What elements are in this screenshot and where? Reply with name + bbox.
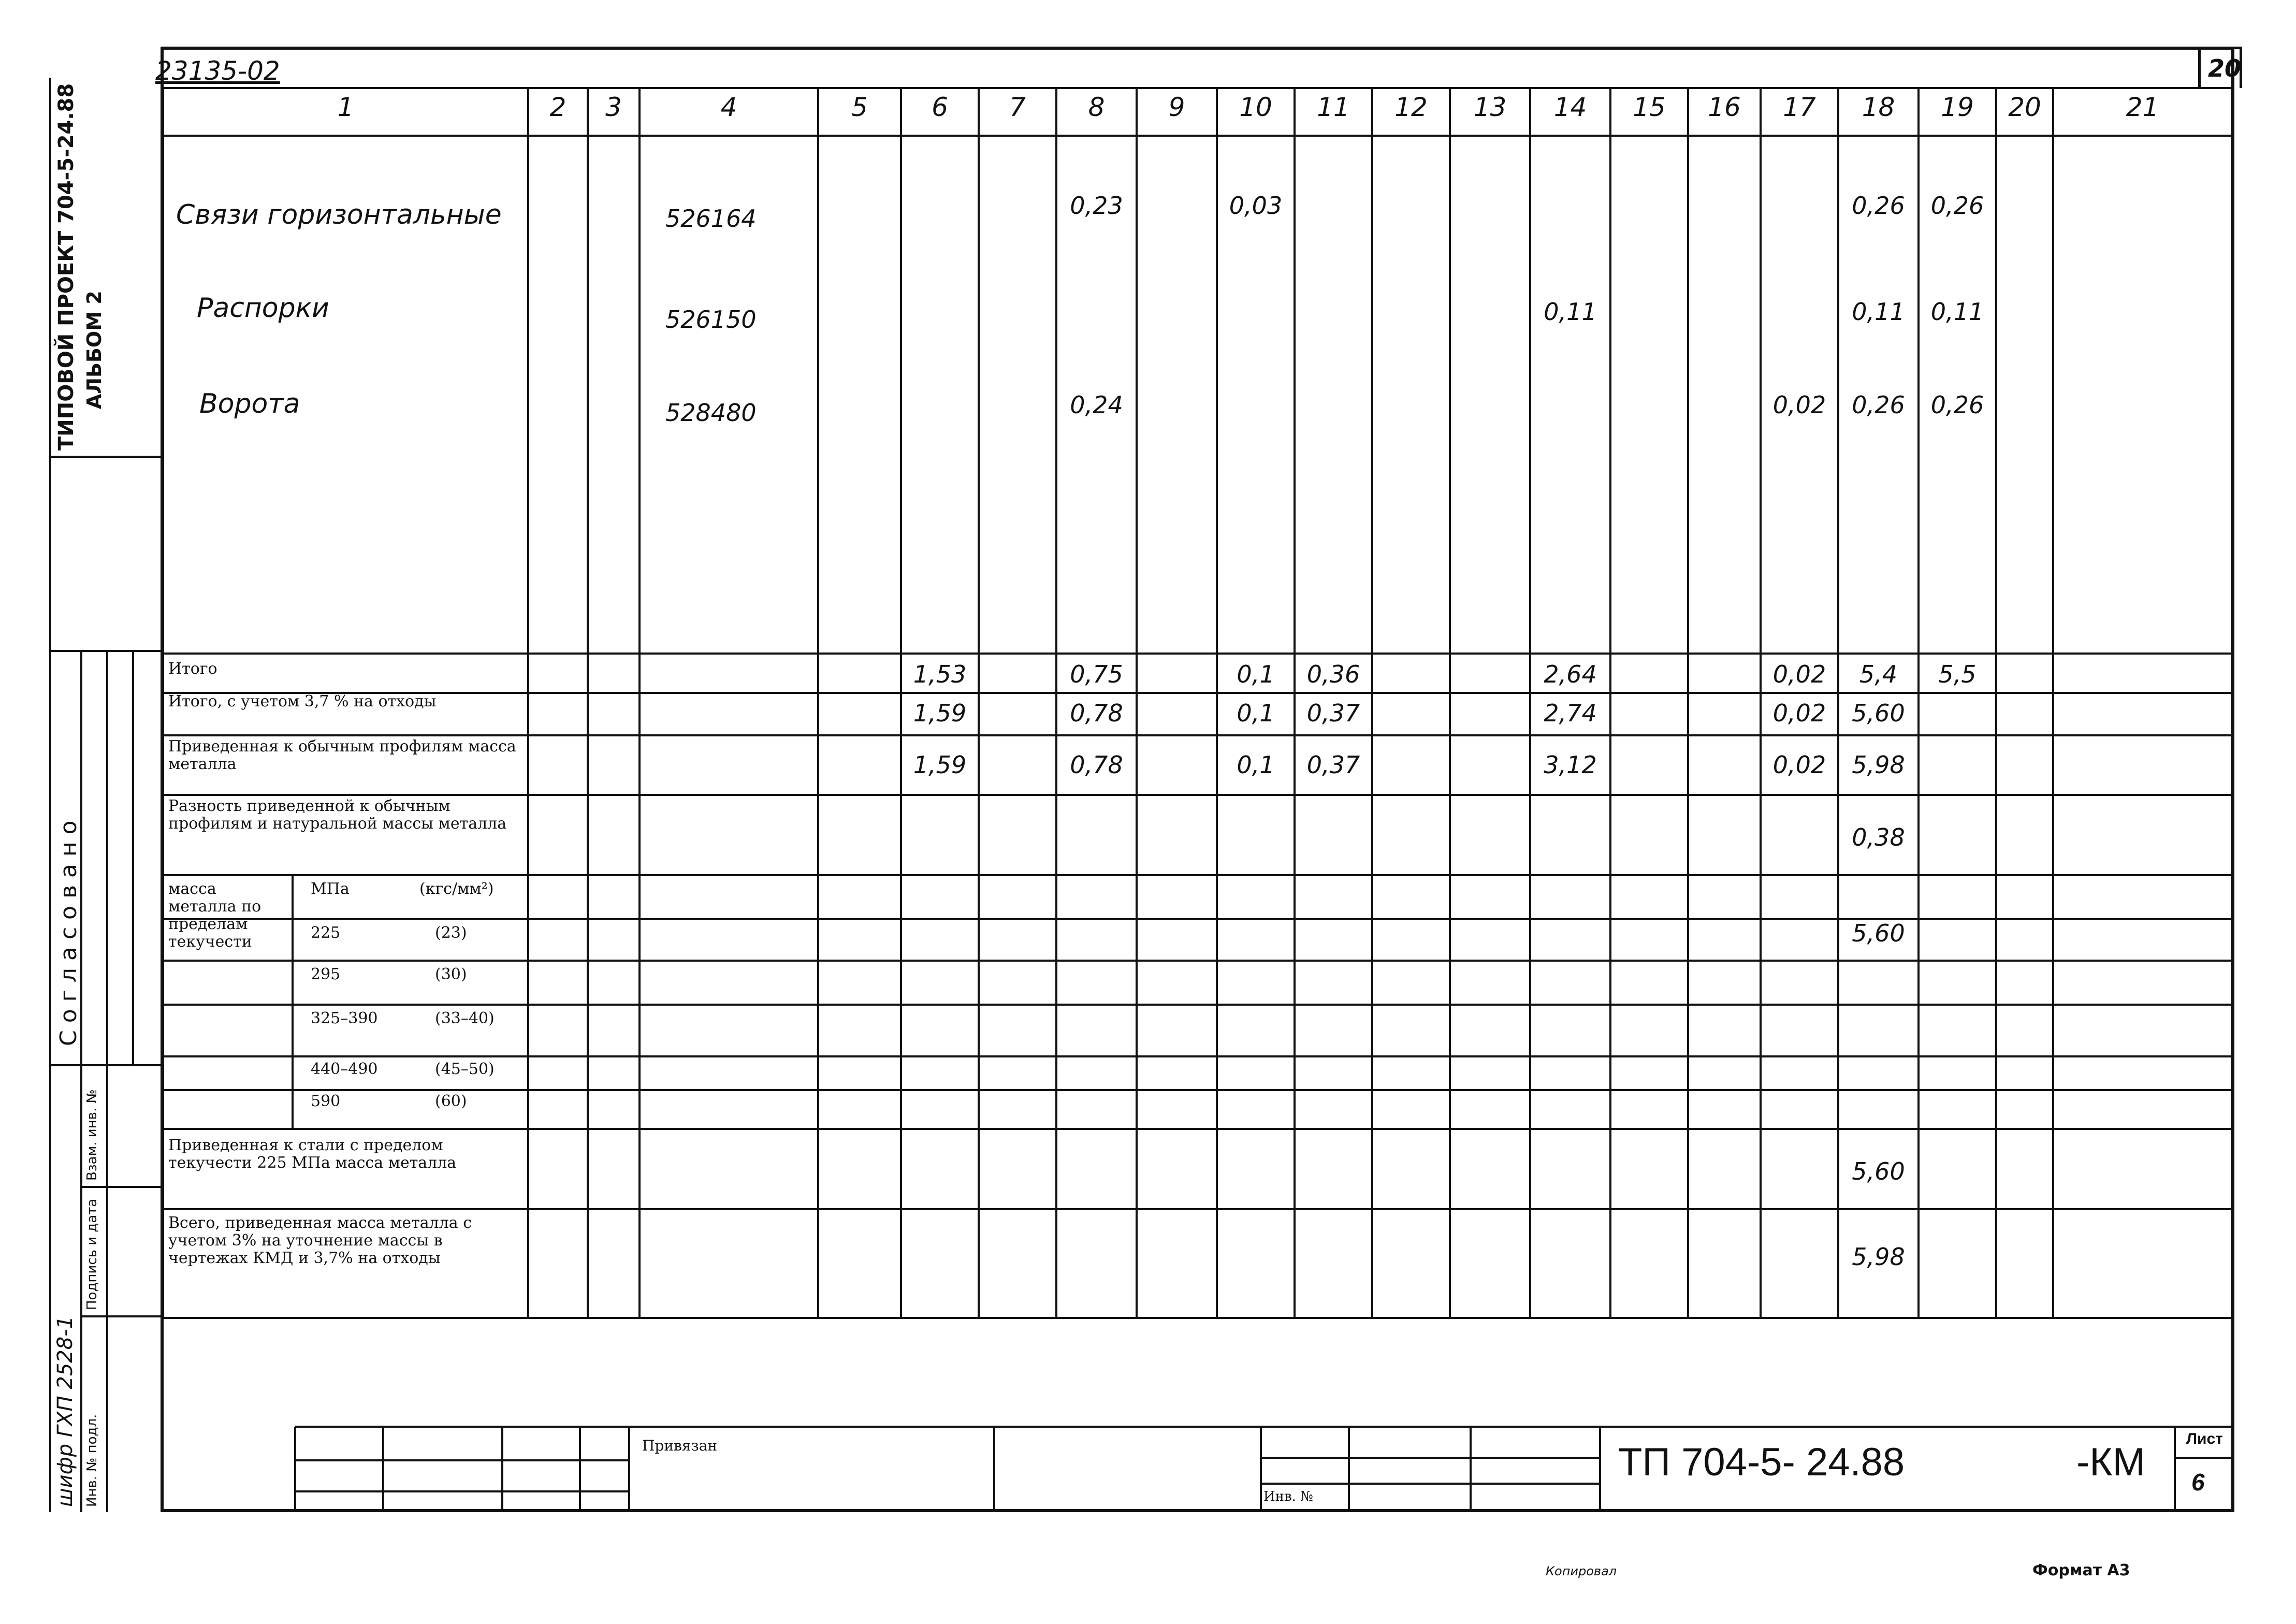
inv-no-sub-label: Инв. № подл. <box>84 1414 100 1507</box>
itogo_waste-col-18-value: 5,60 <box>1852 699 1905 727</box>
column-header-12: 12 <box>1394 92 1428 122</box>
column-header-11: 11 <box>1317 92 1350 122</box>
itogo-col-19-value: 5,5 <box>1938 660 1977 688</box>
reduced-col-8-value: 0,78 <box>1070 751 1123 779</box>
item-3-col-19-value: 0,26 <box>1930 391 1984 419</box>
total-col-18-value: 5,98 <box>1852 1243 1905 1271</box>
item-1-col-18-value: 0,26 <box>1852 192 1905 220</box>
format-label: Формат А3 <box>2032 1561 2130 1579</box>
page-number: 20 <box>2208 54 2242 82</box>
column-header-2: 2 <box>549 92 566 122</box>
itogo-col-8-value: 0,75 <box>1070 660 1123 688</box>
column-header-16: 16 <box>1708 92 1741 122</box>
itogo-col-14-value: 2,64 <box>1544 660 1597 688</box>
item-name-3: Ворота <box>199 388 300 419</box>
item-code-3: 528480 <box>665 399 757 427</box>
drawing-frame <box>161 47 2234 1512</box>
replace-inv-label: Взам. инв. № <box>84 1089 100 1181</box>
itogo-col-18-value: 5,4 <box>1859 660 1898 688</box>
steel225-col-18-value: 5,60 <box>1852 1157 1905 1185</box>
itogo_waste-col-10-value: 0,1 <box>1237 699 1275 727</box>
column-header-10: 10 <box>1239 92 1272 122</box>
yield-kgf-3: (33–40) <box>435 1009 495 1027</box>
attached-label: Привязан <box>642 1437 718 1454</box>
reduced-col-17-value: 0,02 <box>1772 751 1826 779</box>
itogo-label: Итого <box>168 660 217 678</box>
itogo-col-17-value: 0,02 <box>1772 660 1826 688</box>
column-header-15: 15 <box>1633 92 1666 122</box>
column-header-1: 1 <box>337 92 354 122</box>
item-name-1: Связи горизонтальные <box>176 199 502 230</box>
sheet-label: Лист <box>2186 1430 2223 1447</box>
yield-kgf-4: (45–50) <box>435 1060 495 1078</box>
column-header-14: 14 <box>1553 92 1587 122</box>
difference-label: Разность приведенной к обычным профилям и натуральной массы металла <box>168 797 507 833</box>
reduced-col-10-value: 0,1 <box>1237 751 1275 779</box>
project-title: ТИПОВОЙ ПРОЕКТ 704-5-24.88 <box>54 83 78 451</box>
yield-mpa-5: 590 <box>311 1092 341 1110</box>
copied-label: Копировал <box>1546 1564 1617 1578</box>
total-label: Всего, приведенная масса металла с учетом 3% на уточнение массы в чертежах КМД и 3,7% на отходы <box>168 1214 472 1267</box>
item-1-col-8-value: 0,23 <box>1070 192 1123 220</box>
inv-no-label: Инв. № <box>1263 1489 1313 1504</box>
yield-kgf-2: (30) <box>435 965 467 983</box>
designation-suffix: -КМ <box>2076 1440 2145 1484</box>
item-3-col-17-value: 0,02 <box>1772 391 1826 419</box>
yield-1-col-18-value: 5,60 <box>1852 919 1905 947</box>
reduced-col-6-value: 1,59 <box>913 751 967 779</box>
itogo_waste-col-8-value: 0,78 <box>1070 699 1123 727</box>
item-code-1: 526164 <box>665 205 757 233</box>
column-header-9: 9 <box>1168 92 1185 122</box>
difference-col-18-value: 0,38 <box>1852 823 1905 851</box>
item-2-col-19-value: 0,11 <box>1930 298 1984 326</box>
item-name-2: Распорки <box>197 293 329 324</box>
item-1-col-19-value: 0,26 <box>1930 192 1984 220</box>
itogo-waste-label: Итого, с учетом 3,7 % на отходы <box>168 692 437 711</box>
column-header-8: 8 <box>1088 92 1105 122</box>
column-header-7: 7 <box>1009 92 1026 122</box>
itogo_waste-col-11-value: 0,37 <box>1306 699 1360 727</box>
itogo-col-11-value: 0,36 <box>1306 660 1360 688</box>
column-header-17: 17 <box>1783 92 1816 122</box>
column-header-3: 3 <box>605 92 622 122</box>
column-header-18: 18 <box>1862 92 1895 122</box>
album-label: АЛЬБОМ 2 <box>83 291 106 409</box>
column-header-13: 13 <box>1473 92 1507 122</box>
itogo-col-6-value: 1,53 <box>913 660 967 688</box>
yield-mpa-2: 295 <box>311 965 341 983</box>
item-code-2: 526150 <box>665 306 757 334</box>
yield-mpa-4: 440–490 <box>311 1060 378 1078</box>
item-1-col-10-value: 0,03 <box>1229 192 1283 220</box>
reduced-col-11-value: 0,37 <box>1306 751 1360 779</box>
item-2-col-14-value: 0,11 <box>1544 298 1597 326</box>
reduced-label: Приведенная к обычным профилям масса металла <box>168 737 516 773</box>
column-header-21: 21 <box>2126 92 2159 122</box>
column-header-5: 5 <box>851 92 868 122</box>
column-header-19: 19 <box>1941 92 1974 122</box>
yield-kgf-1: (23) <box>435 924 467 942</box>
reduced-col-18-value: 5,98 <box>1852 751 1905 779</box>
itogo-col-10-value: 0,1 <box>1237 660 1275 688</box>
reduced-col-14-value: 3,12 <box>1544 751 1597 779</box>
itogo_waste-col-14-value: 2,74 <box>1544 699 1597 727</box>
yield-kgf-5: (60) <box>435 1092 467 1110</box>
itogo_waste-col-6-value: 1,59 <box>913 699 967 727</box>
item-3-col-18-value: 0,26 <box>1852 391 1905 419</box>
yield-mpa-1: 225 <box>311 924 341 942</box>
unit-kgf: (кгс/мм²) <box>419 880 494 898</box>
designation: ТП 704-5- 24.88 <box>1618 1440 1905 1484</box>
column-header-4: 4 <box>720 92 737 122</box>
sheet-number: 6 <box>2191 1469 2205 1496</box>
by-yield-label: масса металла по пределам текучести <box>168 880 261 951</box>
agreed-label: Согласовано <box>55 813 82 1046</box>
itogo_waste-col-17-value: 0,02 <box>1772 699 1826 727</box>
doc-code: 23135-02 <box>155 56 280 86</box>
steel225-label: Приведенная к стали с пределом текучести 225 МПа масса металла <box>168 1136 457 1172</box>
sidebar-stamp <box>49 78 161 1512</box>
signature-date-label: Подпись и дата <box>84 1198 100 1310</box>
item-3-col-8-value: 0,24 <box>1070 391 1123 419</box>
unit-mpa: МПа <box>311 880 350 898</box>
yield-mpa-3: 325–390 <box>311 1009 378 1027</box>
cipher-label: шифр ГХП 2528-1 <box>53 1315 77 1507</box>
item-2-col-18-value: 0,11 <box>1852 298 1905 326</box>
column-header-6: 6 <box>932 92 948 122</box>
column-header-20: 20 <box>2008 92 2041 122</box>
